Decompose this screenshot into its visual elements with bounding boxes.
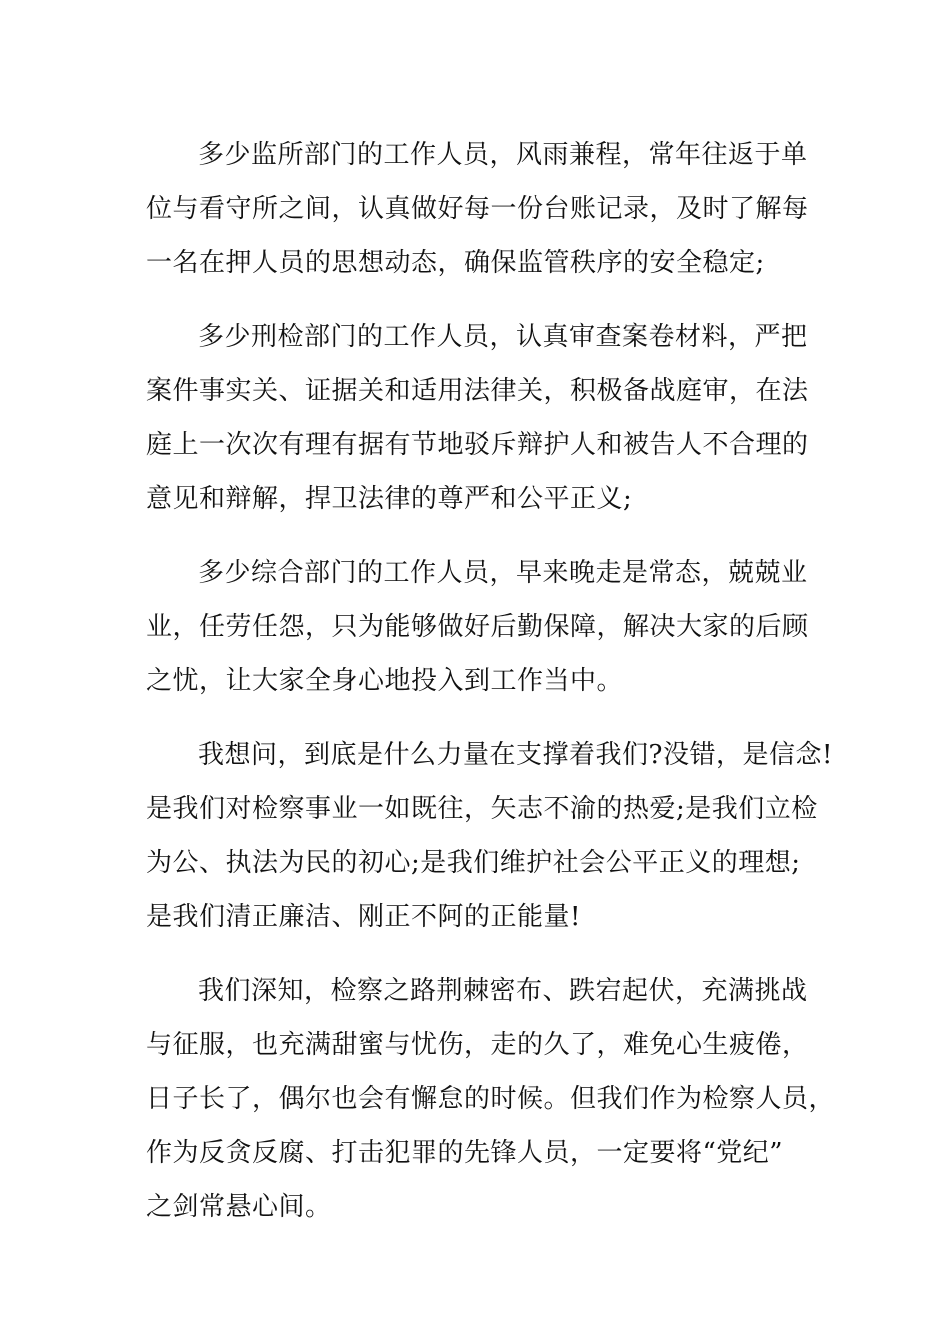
paragraph-discipline [146, 964, 836, 1234]
paragraph-line: 是我们清正廉洁、刚正不阿的正能量! [146, 902, 581, 932]
paragraph-belief [146, 728, 833, 944]
paragraph-line: 是我们对检察事业一如既往，矢志不渝的热爱;是我们立检 [146, 794, 818, 824]
paragraph-line: 日子长了，偶尔也会有懈怠的时候。但我们作为检察人员， [146, 1084, 836, 1114]
paragraph-line: 之忧，让大家全身心地投入到工作当中。 [146, 666, 624, 696]
paragraph-line: 多少刑检部门的工作人员，认真审查案卷材料，严把 [198, 322, 808, 352]
paragraph-line: 多少监所部门的工作人员，风雨兼程，常年往返于单 [198, 140, 808, 170]
paragraph-line: 作为反贪反腐、打击犯罪的先锋人员，一定要将“党纪” [146, 1138, 784, 1168]
paragraph-line: 庭上一次次有理有据有节地驳斥辩护人和被告人不合理的 [146, 430, 809, 460]
paragraph-line: 多少综合部门的工作人员，早来晚走是常态，兢兢业 [198, 558, 808, 588]
paragraph-line: 一名在押人员的思想动态，确保监管秩序的安全稳定; [146, 248, 765, 278]
paragraph-line: 我们深知，检察之路荆棘密布、跌宕起伏，充满挑战 [198, 976, 808, 1006]
paragraph-prosecution [146, 310, 809, 526]
document-body [146, 128, 836, 1254]
paragraph-line: 为公、执法为民的初心;是我们维护社会公平正义的理想; [146, 848, 801, 878]
paragraph-supervision [146, 128, 809, 290]
paragraph-line: 与征服，也充满甜蜜与忧伤，走的久了，难免心生疲倦， [146, 1030, 809, 1060]
paragraph-line: 位与看守所之间，认真做好每一份台账记录，及时了解每 [146, 194, 809, 224]
paragraph-line: 案件事实关、证据关和适用法律关，积极备战庭审，在法 [146, 376, 809, 406]
paragraph-line: 业，任劳任怨，只为能够做好后勤保障，解决大家的后顾 [146, 612, 809, 642]
paragraph-line: 意见和辩解，捍卫法律的尊严和公平正义; [146, 484, 633, 514]
paragraph-general-affairs [146, 546, 809, 708]
paragraph-line: 我想问，到底是什么力量在支撑着我们?没错，是信念! [198, 740, 833, 770]
paragraph-line: 之剑常悬心间。 [146, 1192, 332, 1222]
